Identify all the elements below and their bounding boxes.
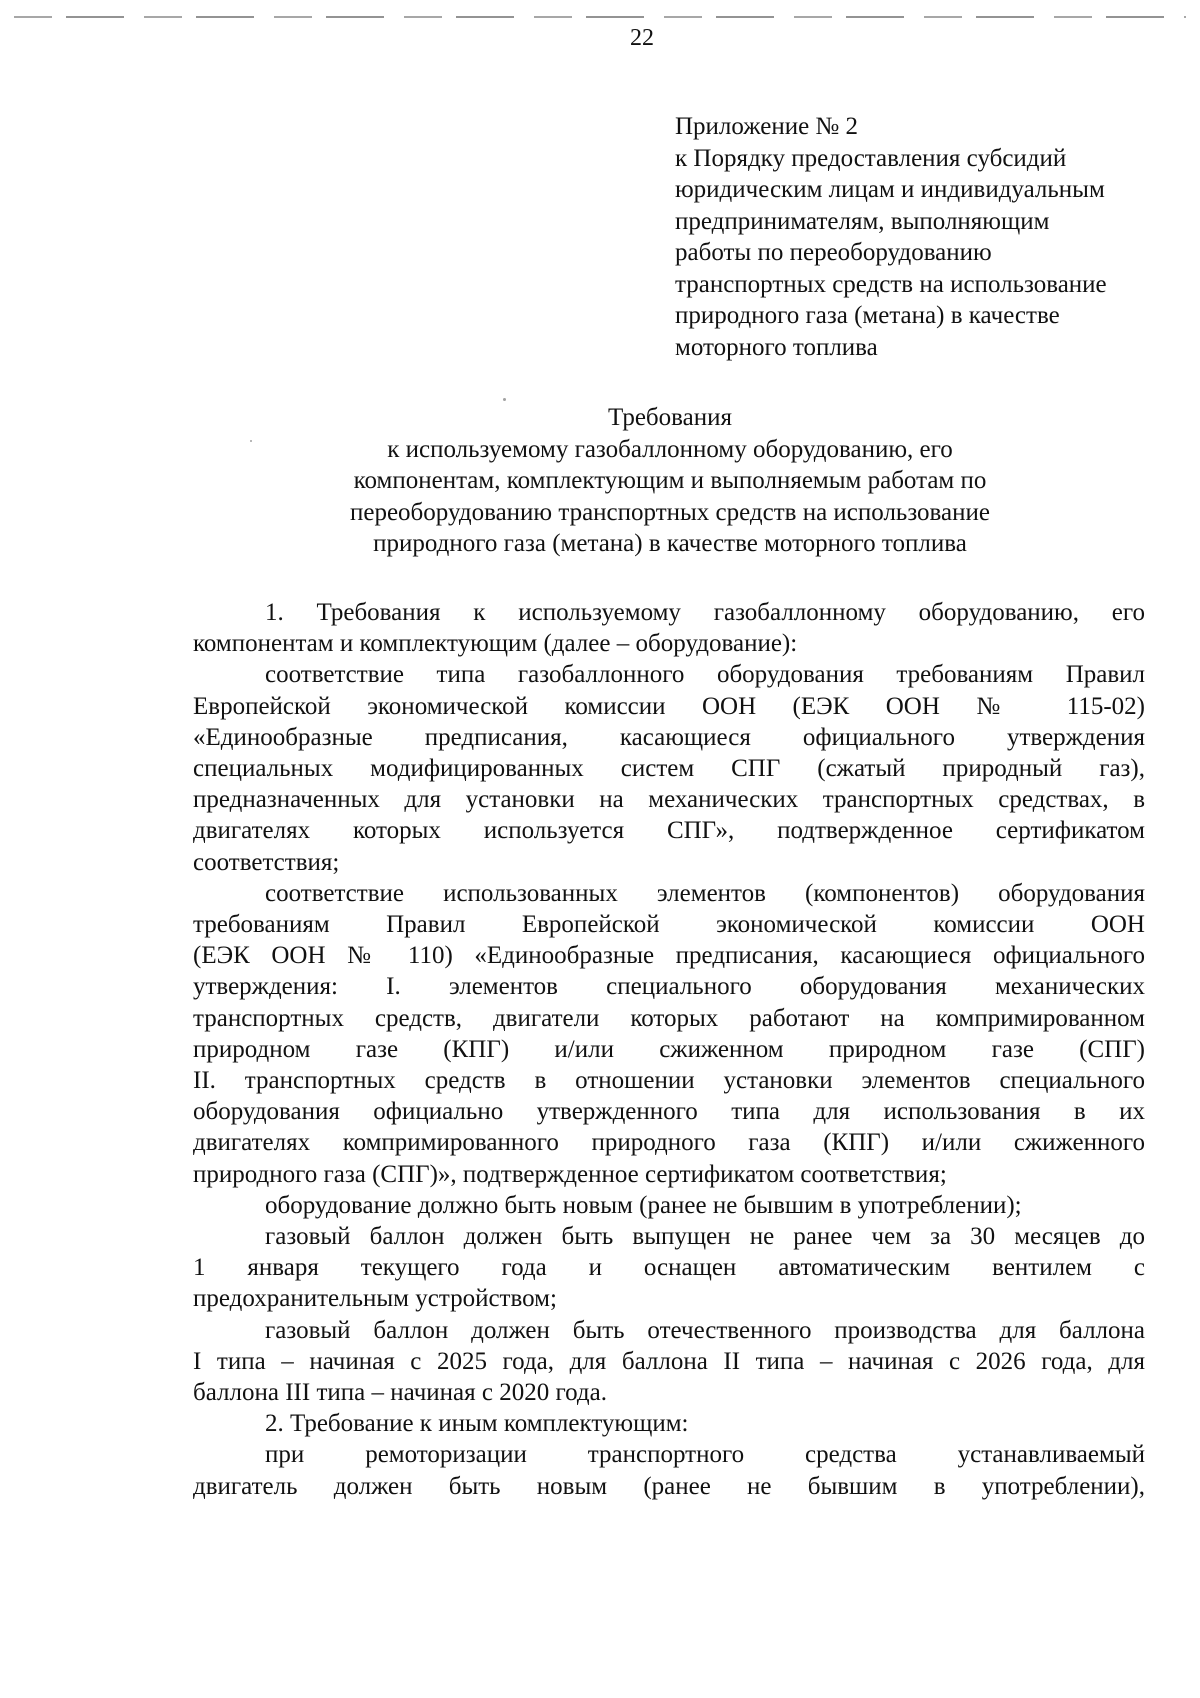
scan-speck xyxy=(250,440,252,442)
title-line: природного газа (метана) в качестве моторного топлива xyxy=(373,530,967,557)
body-line: природном газе (КПГ) и/или сжиженном природном газе (СПГ) xyxy=(193,1035,1145,1063)
appendix-line: моторного топлива xyxy=(675,333,878,361)
body-line: газовый баллон должен быть отечественного производства для баллона xyxy=(265,1316,1145,1344)
body-line: специальных модифицированных систем СПГ (сжатый природный газ), xyxy=(193,755,1145,783)
body-line: соответствие типа газобаллонного оборудования требованиям Правил xyxy=(265,661,1145,689)
body-line: «Единообразные предписания, касающиеся официального утверждения xyxy=(193,723,1145,751)
title-line: переоборудованию транспортных средств на использование xyxy=(349,498,990,526)
body-line: газовый баллон должен быть выпущен не ранее чем за 30 месяцев до xyxy=(265,1223,1145,1251)
body-line: Европейской экономической комиссии ООН (ЕЭК ООН № 115-02) xyxy=(193,692,1145,720)
document-title xyxy=(260,402,1080,560)
title-line: Требования xyxy=(608,404,732,431)
title-line: к используемому газобаллонному оборудованию, его xyxy=(387,435,953,463)
appendix-line: транспортных средств на использование xyxy=(675,270,1107,298)
body-line: двигатель должен быть новым (ранее не бывшим в употреблении), xyxy=(193,1472,1145,1500)
page-number: 22 xyxy=(630,25,654,51)
body-line: двигателях компримированного природного газа (КПГ) и/или сжиженного xyxy=(193,1129,1145,1157)
appendix-line: юридическим лицам и индивидуальным xyxy=(675,176,1105,203)
appendix-line: природного газа (метана) в качестве xyxy=(675,302,1060,329)
body-line: (ЕЭК ООН № 110) «Единообразные предписания, касающиеся официального xyxy=(193,942,1145,970)
body-line: I типа – начиная с 2025 года, для баллона II типа – начиная с 2026 года, для xyxy=(193,1347,1145,1375)
body-line: 1 января текущего года и оснащен автоматическим вентилем с xyxy=(193,1254,1145,1282)
appendix-line: Приложение № 2 xyxy=(675,113,859,140)
body-line: баллона III типа – начиная с 2020 года. xyxy=(193,1379,607,1407)
document-body xyxy=(193,597,1145,1502)
body-line: требованиям Правил Европейской экономической комиссии ООН xyxy=(193,911,1145,939)
appendix-block xyxy=(675,111,1165,363)
appendix-line: работы по переоборудованию xyxy=(675,239,992,266)
scan-border-line xyxy=(14,16,1186,18)
appendix-line: к Порядку предоставления субсидий xyxy=(675,144,1067,172)
appendix-line: предпринимателям, выполняющим xyxy=(675,207,1050,235)
body-line: двигателях которых используется СПГ», подтвержденное сертификатом xyxy=(193,817,1145,845)
body-line: 2. Требование к иным комплектующим: xyxy=(265,1410,689,1438)
body-line: соответствие использованных элементов (компонентов) оборудования xyxy=(265,879,1145,907)
body-line: оборудование должно быть новым (ранее не бывшим в употреблении); xyxy=(265,1191,1022,1219)
body-line: природного газа (СПГ)», подтвержденное сертификатом соответствия; xyxy=(193,1160,947,1188)
title-line: компонентам, комплектующим и выполняемым работам по xyxy=(353,467,987,494)
body-line: 1. Требования к используемому газобаллонному оборудованию, его xyxy=(265,599,1145,626)
body-line: II. транспортных средств в отношении установки элементов специального xyxy=(193,1067,1145,1095)
body-line: при ремоторизации транспортного средства устанавливаемый xyxy=(265,1441,1145,1469)
body-line: транспортных средств, двигатели которых работают на компримированном xyxy=(193,1004,1145,1032)
body-line: соответствия; xyxy=(193,848,340,876)
body-line: предназначенных для установки на механических транспортных средствах, в xyxy=(193,786,1145,814)
body-line: оборудования официально утвержденного типа для использования в их xyxy=(193,1098,1145,1126)
body-line: утверждения: I. элементов специального оборудования механических xyxy=(193,973,1145,1001)
scan-speck xyxy=(503,398,506,401)
body-line: компонентам и комплектующим (далее – оборудование): xyxy=(193,630,798,658)
body-line: предохранительным устройством; xyxy=(193,1285,557,1313)
